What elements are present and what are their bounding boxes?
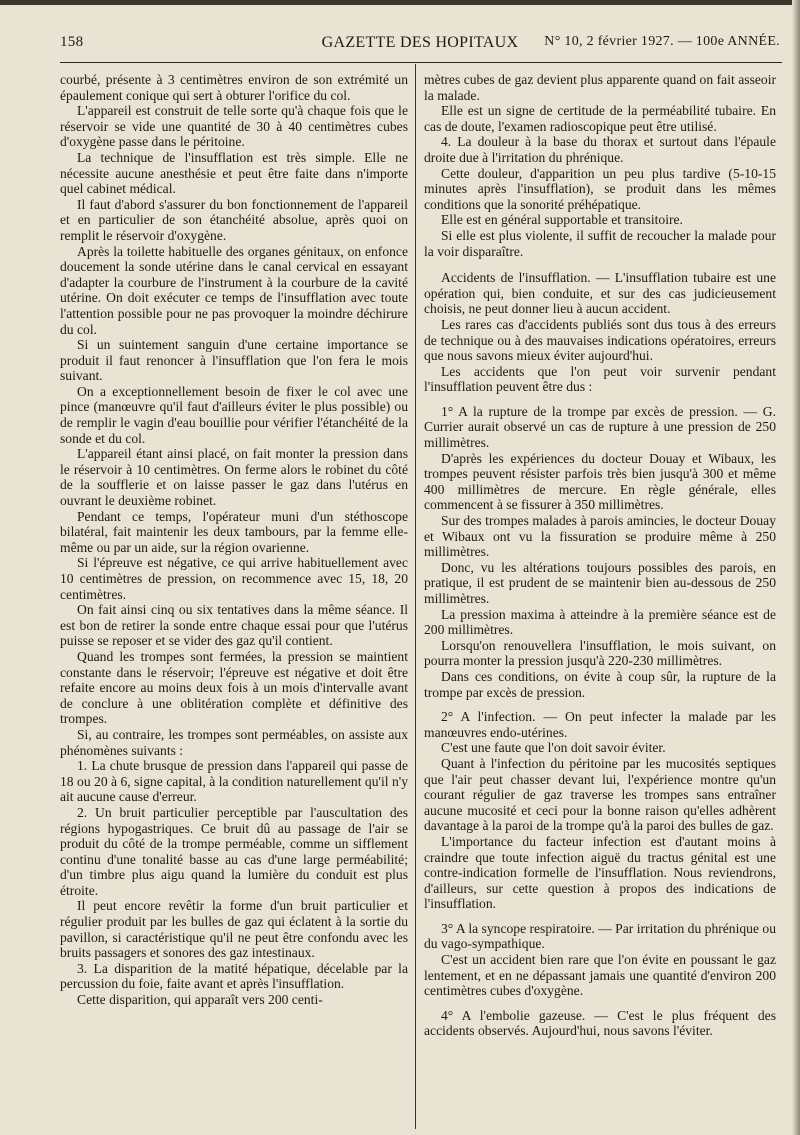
- paragraph: Pendant ce temps, l'opérateur muni d'un stéthoscope bilatéral, fait maintenir les deux tambours, par la femme elle-même ou par un aide, sur la région ovarienne.: [60, 508, 408, 555]
- paragraph: Cette douleur, d'apparition un peu plus tardive (5-10-15 minutes après l'insufflation), se produit dans les mêmes conditions que la sonorité préhépatique.: [424, 165, 776, 212]
- paragraph: On fait ainsi cinq ou six tentatives dans la même séance. Il est bon de retirer la sonde entre chaque essai pour que l'utérus puisse se reposer et se vider des gaz qu'il contient.: [60, 602, 408, 649]
- paragraph: Donc, vu les altérations toujours possibles des parois, en pratique, il est prudent de se maintenir bien au-dessous de 250 millimètres.: [424, 559, 776, 606]
- subsection-paragraph: 3° A la syncope respiratoire. — Par irritation du phrénique ou du vago-sympathique.: [424, 920, 776, 952]
- paragraph: Cette disparition, qui apparaît vers 200 centi-: [77, 992, 323, 1008]
- issue-line: N° 10, 2 février 1927. — 100e ANNÉE.: [544, 34, 780, 49]
- right-column: [424, 72, 776, 1132]
- left-column: [60, 72, 408, 1132]
- list-item: 1. La chute brusque de pression dans l'appareil qui passe de 18 ou 20 à 6, signe capital, à la condition naturellement qu'il n'y ait aucune cause d'erreur.: [60, 758, 408, 805]
- paragraph: C'est un accident bien rare que l'on évite en poussant le gaz lentement, et en ne dépassant jamais une quantité d'environ 200 centimètres cubes d'oxygène.: [424, 952, 776, 999]
- paragraph: Il faut d'abord s'assurer du bon fonctionnement de l'appareil et en particulier de son étanchéité absolue, après quoi on remplit le réservoir d'oxygène.: [60, 196, 408, 243]
- paragraph: Si, au contraire, les trompes sont perméables, on assiste aux phénomènes suivants :: [60, 726, 408, 758]
- section-heading-paragraph: Accidents de l'insufflation. — L'insufflation tubaire est une opération qui, bien conduite, et sur des cas judicieusement choisis, ne peut donner lieu à aucun accident.: [424, 270, 776, 317]
- paragraph: Elle est en général supportable et transitoire.: [441, 212, 683, 228]
- paragraph: On a exceptionnellement besoin de fixer le col avec une pince (manœuvre qu'il faut d'ailleurs éviter le plus possible) ou de remplir le vagin d'eau bouillie pour vérifier l'étanchéité de la sonde et du col.: [60, 383, 408, 446]
- paragraph: Quant à l'infection du péritoine par les mucosités septiques que l'air peut chasser devant lui, l'expérience montre qu'un courant régulier de gaz traverse les trompes sans entraîner aucune mucosité et ceci pour la bonne raison qu'elles adhèrent davantage à la paroi de la trompe qu'à la paroi des bulles de gaz.: [424, 755, 776, 834]
- paragraph: L'appareil est construit de telle sorte qu'à chaque fois que le réservoir se vide une quantité de 30 à 40 centimètres cubes d'oxygène passe dans le péritoine.: [60, 103, 408, 150]
- header-rule: [60, 62, 782, 63]
- paragraph: La pression maxima à atteindre à la première séance est de 200 millimètres.: [424, 606, 776, 638]
- paragraph: mètres cubes de gaz devient plus apparente quand on fait asseoir la malade.: [424, 72, 776, 103]
- scan-top-edge: [0, 0, 800, 5]
- page-number: 158: [60, 34, 84, 50]
- subsection-paragraph: 2° A l'infection. — On peut infecter la malade par les manœuvres endo-utérines.: [424, 709, 776, 740]
- column-divider: [415, 64, 416, 1129]
- paragraph: Si l'épreuve est négative, ce qui arrive habituellement avec 10 centimètres de pression, on recommence avec 15, 18, 20 centimètres.: [60, 555, 408, 602]
- paragraph: L'appareil étant ainsi placé, on fait monter la pression dans le réservoir à 10 centimètres. On ferme alors le robinet du côté de la soufflerie et on laisse passer le gaz dans l'utérus en ouvrant le deuxième robinet.: [60, 446, 408, 509]
- paragraph: Sur des trompes malades à parois amincies, le docteur Douay et Wibaux ont vu la fissuration se produire même à 250 millimètres.: [424, 513, 776, 560]
- paragraph: Quand les trompes sont fermées, la pression se maintient constante dans le réservoir; l'épreuve est négative et doit être refaite encore au moins deux fois à un mois d'intervalle avant de conclure à une oblitération complète et définitive des trompes.: [60, 648, 408, 727]
- paragraph: Les rares cas d'accidents publiés sont dus tous à des erreurs de technique ou à des mauvaises indications opératoires, erreurs que nous savons mieux éviter aujourd'hui.: [424, 316, 776, 364]
- paragraph: Il peut encore revêtir la forme d'un bruit particulier et régulier produit par les bulles de gaz qui éclatent à la sortie du pavillon, si caractéristique qu'il ne peut être confondu avec les bruits passagers et sonores des gaz intestinaux.: [60, 898, 408, 961]
- list-item: 3. La disparition de la matité hépatique, décelable par la percussion du foie, faite avant et après l'insufflation.: [60, 960, 408, 992]
- paragraph: Lorsqu'on renouvellera l'insufflation, le mois suivant, on pourra monter la pression jusqu'à 220-230 millimètres.: [424, 637, 776, 669]
- paragraph: Si elle est plus violente, il suffit de recoucher la malade pour la voir disparaître.: [424, 227, 776, 259]
- list-item: 4. La douleur à la base du thorax et surtout dans l'épaule droite due à l'irritation du phrénique.: [424, 134, 776, 165]
- paragraph: La technique de l'insufflation est très simple. Elle ne nécessite aucune anesthésie et peut être faite dans n'importe quel cabinet médical.: [60, 149, 408, 197]
- subsection-paragraph: 1° A la rupture de la trompe par excès de pression. — G. Currier aurait observé un cas de rupture à une pression de 250 millimètres.: [424, 403, 776, 451]
- scan-right-edge: [792, 0, 800, 1135]
- paragraph: L'importance du facteur infection est d'autant moins à craindre que toute infection aiguë du tractus génital est une contre-indication formelle de l'insufflation. Nous reviendrons, d'ailleurs, sur cette question à propos des indications de l'insufflation.: [424, 833, 776, 912]
- list-item: 2. Un bruit particulier perceptible par l'auscultation des régions hypogastriques. Ce bruit dû au passage de l'air se produit du côté de la trompe perméable, comme un sifflement continu d'une tonalité basse au cas d'une large perméabilité; d'un timbre plus aigu quand la lumière du conduit est plus étroite.: [60, 804, 408, 898]
- subsection-paragraph: 4° A l'embolie gazeuse. — C'est le plus fréquent des accidents observés. Aujourd'hui, nous savons l'éviter.: [424, 1007, 776, 1039]
- paragraph: Elle est un signe de certitude de la perméabilité tubaire. En cas de doute, l'examen radioscopique peut être utilisé.: [424, 103, 776, 134]
- paragraph: Dans ces conditions, on évite à coup sûr, la rupture de la trompe par excès de pression.: [424, 668, 776, 700]
- paragraph: D'après les expériences du docteur Douay et Wibaux, les trompes peuvent résister parfois très bien jusqu'à 300 et même 400 millimètres de mercure. En règle générale, elles commencent à se fissurer à 350 millimètres.: [424, 450, 776, 513]
- page-header: [60, 34, 780, 56]
- paragraph: C'est une faute que l'on doit savoir éviter.: [441, 740, 666, 756]
- paragraph: courbé, présente à 3 centimètres environ de son extrémité un épaulement conique qui sert à obturer l'orifice du col.: [60, 72, 408, 103]
- paragraph: Après la toilette habituelle des organes génitaux, on enfonce doucement la sonde utérine dans le canal cervical en essayant d'adapter la courbure de l'instrument à la courbure de la cavité utérine. On doit exécuter ce temps de l'insufflation avec toute l'attention possible pour ne pas provoquer la moindre déchirure du col.: [60, 243, 408, 337]
- paragraph: Si un suintement sanguin d'une certaine importance se produit il faut renoncer à l'insufflation que l'on fera le mois suivant.: [60, 337, 408, 384]
- journal-title: GAZETTE DES HOPITAUX: [321, 34, 519, 51]
- paragraph: Les accidents que l'on peut voir survenir pendant l'insufflation peuvent être dus :: [424, 363, 776, 395]
